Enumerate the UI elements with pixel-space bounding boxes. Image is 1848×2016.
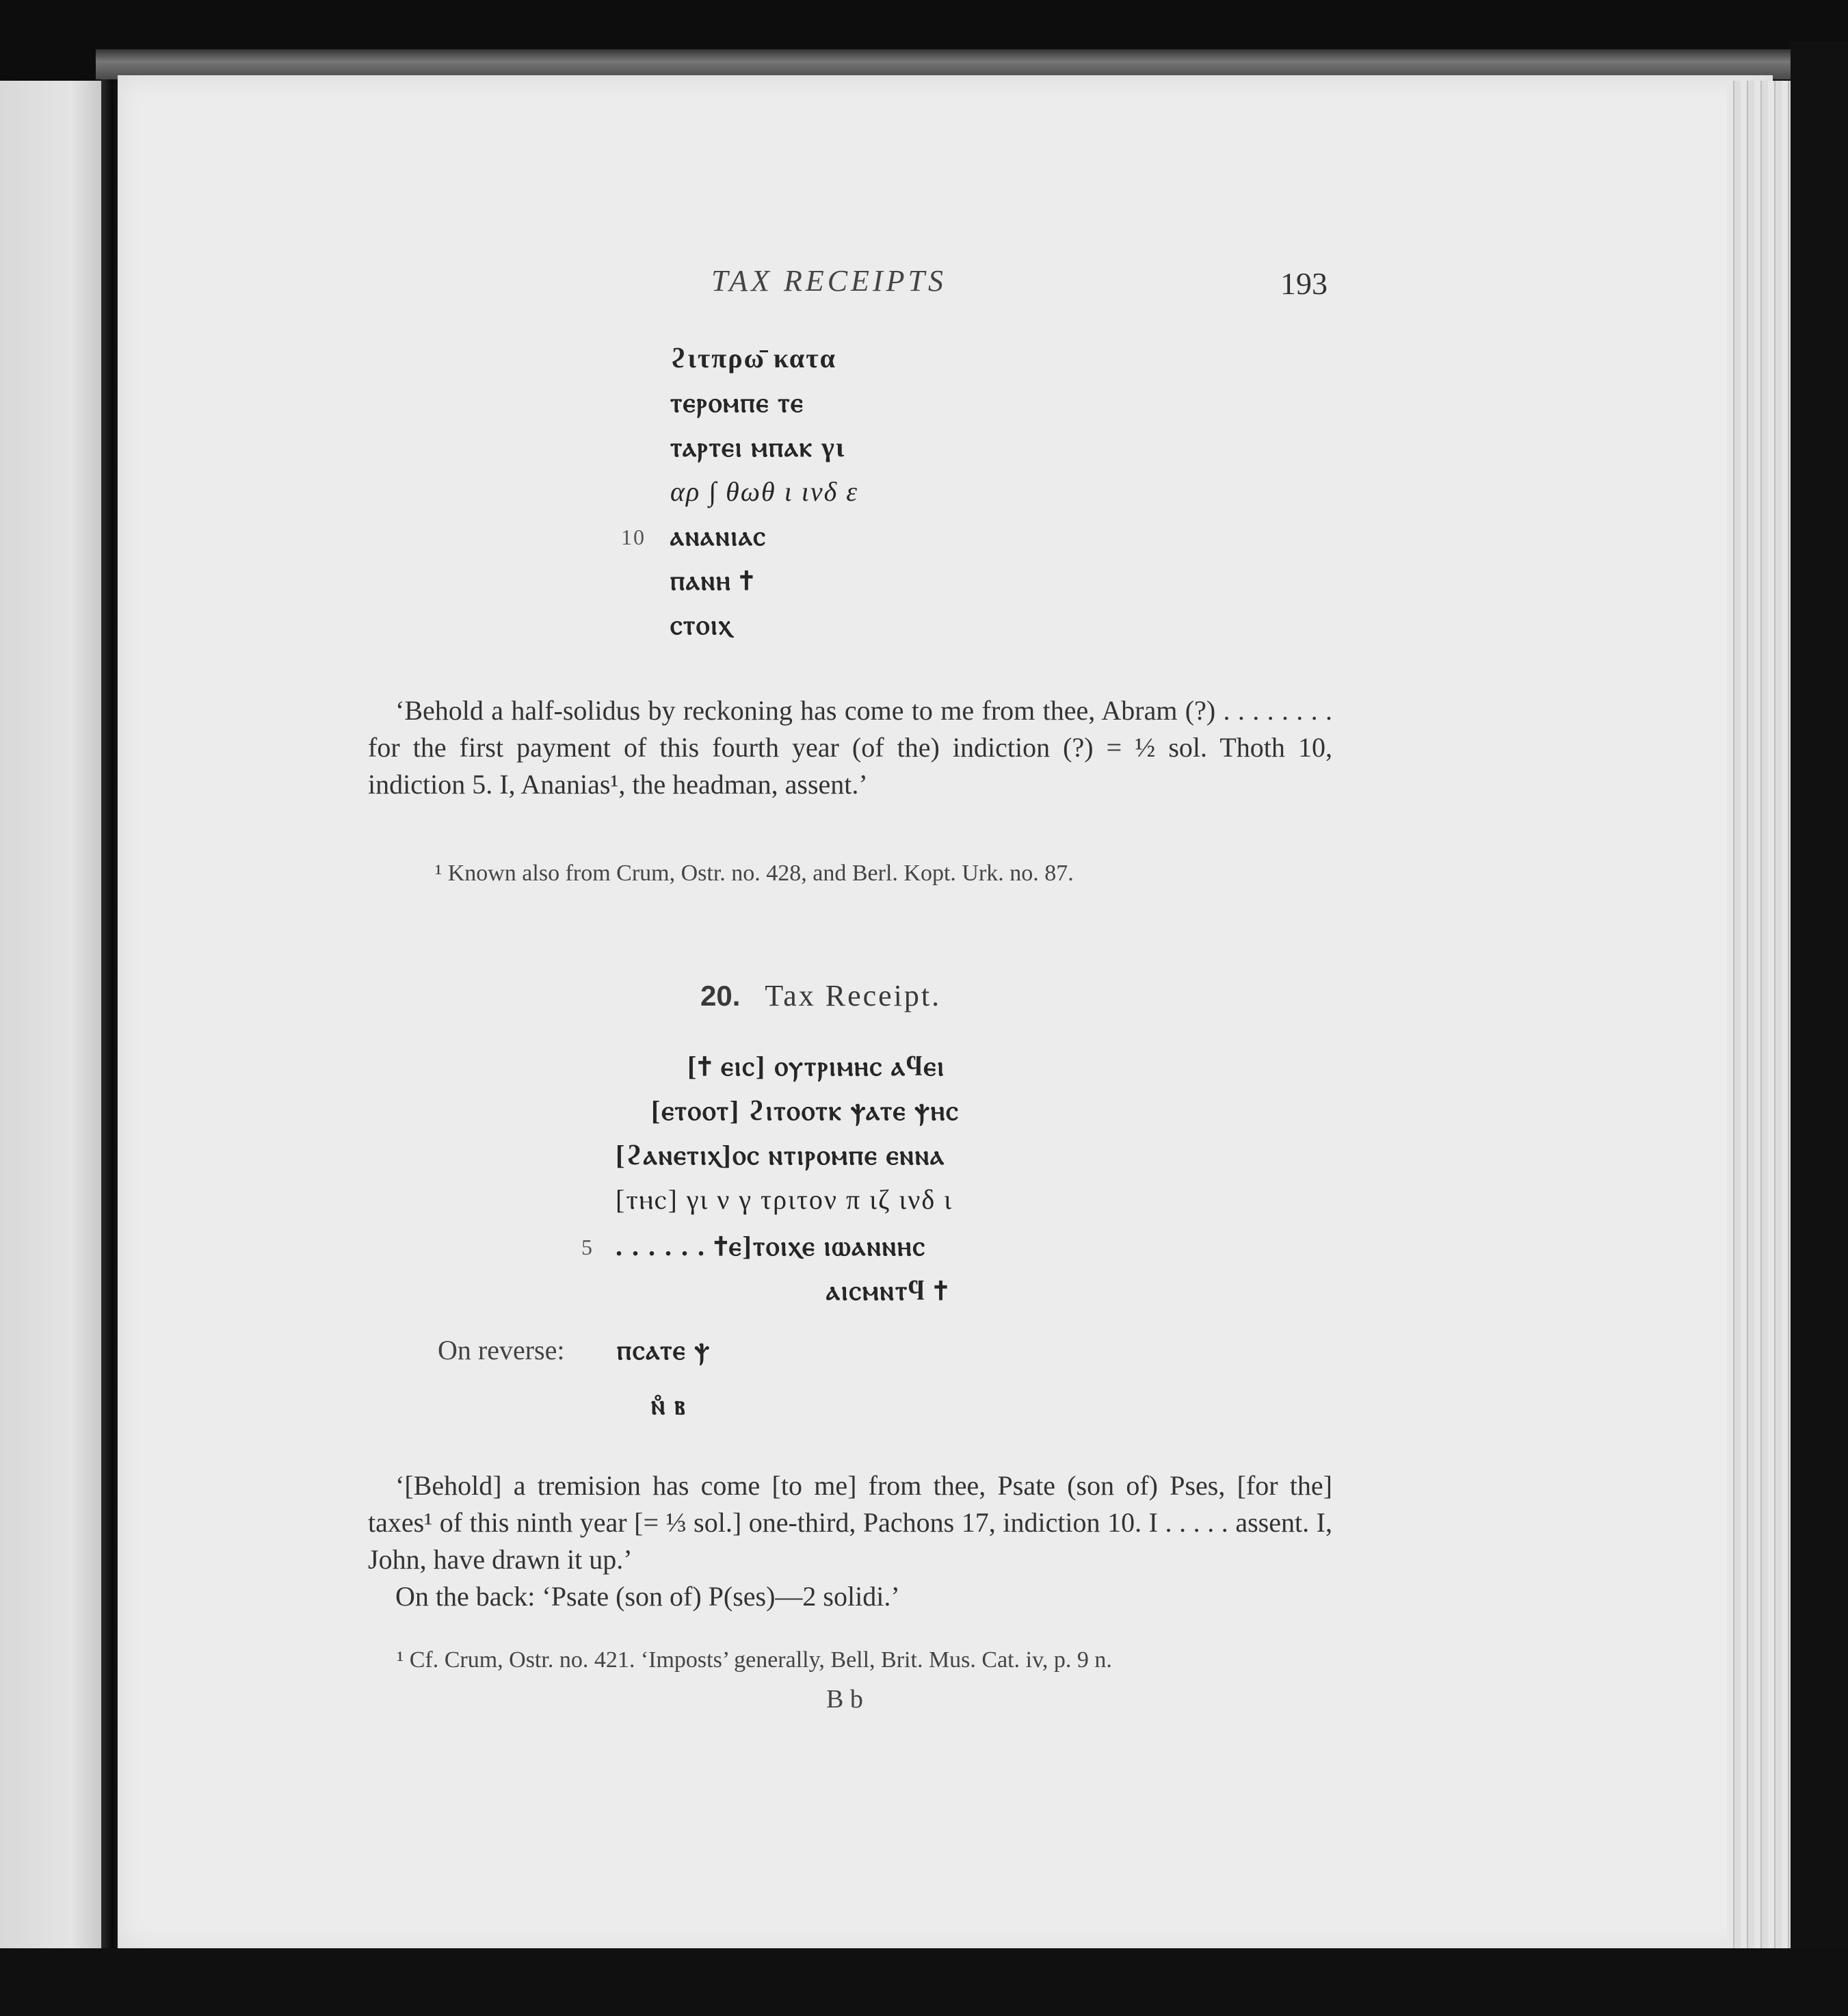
line-number: 5: [581, 1235, 594, 1259]
receipt-19-footnote: ¹ Known also from Crum, Ostr. no. 428, and Berl. Kopt. Urk. no. 87.: [435, 861, 1074, 886]
receipt-20-footnote: ¹ Cf. Crum, Ostr. no. 421. ‘Imposts’ generally, Bell, Brit. Mus. Cat. iv, p. 9 n.: [397, 1647, 1112, 1673]
coptic-line: [ⲧⲏⲥ] γι ν γ τριτον π ιζ ινδ ι: [616, 1184, 953, 1215]
coptic-line: ⲧⲁⲣⲧⲉⲓ ⲙⲡⲁⲕ γι: [670, 432, 846, 462]
coptic-line: ⲥⲧⲟⲓⲭ: [670, 610, 733, 640]
coptic-line: [ϩⲁⲛⲉⲧⲓⲭ]ⲟⲥ ⲛⲧⲓⲣⲟⲙⲡⲉ ⲉⲛⲛⲁ: [616, 1140, 946, 1170]
signature-mark: B b: [826, 1685, 863, 1714]
coptic-line: [✝ ⲉⲓⲥ] ⲟⲩⲧⲣⲓⲙⲏⲥ ⲁϥⲉⲓ: [687, 1051, 945, 1082]
coptic-line: ⲁⲓⲥⲙⲛⲧϥ ✝: [826, 1275, 949, 1306]
running-head: TAX RECEIPTS: [711, 264, 947, 298]
coptic-line: ⲁⲛⲁⲛⲓⲁⲥ: [670, 521, 767, 551]
translation-paragraph: On the back: ‘Psate (son of) P(ses)—2 solidi.’: [395, 1581, 900, 1612]
coptic-line: [ⲉⲧⲟⲟⲧ] ϩⲓⲧⲟⲟⲧⲕ ⲯⲁⲧⲉ ⲯⲏⲥ: [651, 1095, 960, 1126]
section-heading: [700, 978, 941, 1013]
section-title: Tax Receipt.: [765, 979, 942, 1012]
coptic-line: ϩιτπρω̄ κατα: [670, 343, 836, 374]
page-number: 193: [1280, 266, 1328, 301]
section-number: 20.: [700, 980, 741, 1012]
coptic-line: ⲡⲥⲁⲧⲉ ⲯ: [617, 1335, 711, 1365]
line-number: 10: [621, 525, 646, 549]
receipt-20-translation: [368, 1467, 1332, 1615]
coptic-line: . . . . . . ✝ⲉ]ⲧⲟⲓⲭⲉ ⲓⲱⲁⲛⲛⲏⲥ: [616, 1231, 926, 1261]
coptic-line: αρ ∫ θωθ ι ινδ ε: [670, 476, 859, 507]
coptic-line: ⲡⲁⲛⲏ ✝: [670, 565, 755, 596]
reverse-label: On reverse:: [438, 1335, 565, 1365]
receipt-19-translation: [368, 692, 1332, 803]
translation-paragraph: ‘[Behold] a tremision has come [to me] from thee, Psate (son of) Pses, [for the] taxes¹ of this ninth year [= ⅓ sol.] one-third, Pachons 17, indiction 10. I . . . . . assent. I, John, have drawn it up.’: [368, 1470, 1332, 1575]
coptic-line: ⲛ̊ ⲃ: [651, 1389, 687, 1420]
coptic-line: ⲧⲉⲣⲟⲙⲡⲉ ⲧⲉ: [670, 387, 804, 418]
translation-paragraph: ‘Behold a half-solidus by reckoning has come to me from thee, Abram (?) . . . . . . . . for the first payment of this fourth year (of the) indiction (?) = ½ sol. Thoth 10, indiction 5. I, Ananias¹, the headman, assent.’: [368, 695, 1332, 800]
